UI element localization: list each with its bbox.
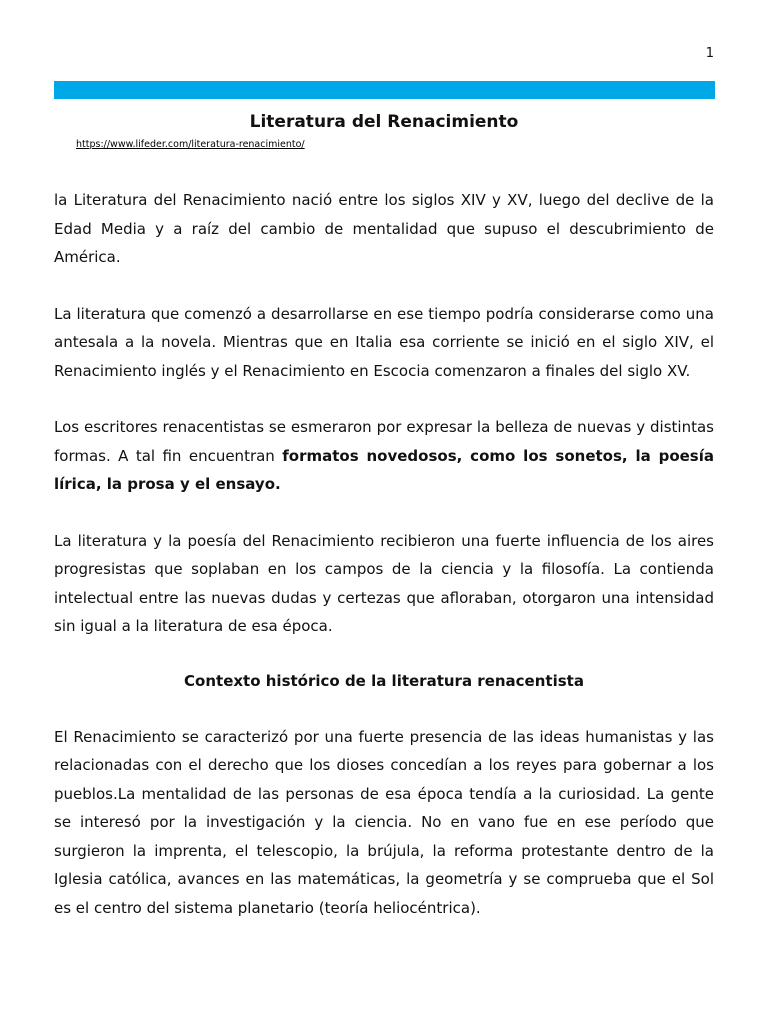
page-number: 1 [705,46,714,61]
paragraph-new-formats [54,413,714,499]
paragraph-new-formats-bold: formatos novedosos, como los sonetos, la poesía lírica, la prosa y el ensayo. [54,446,714,493]
paragraph-historical-context: El Renacimiento se caracterizó por una fuerte presencia de las ideas humanistas y las relacionadas con el derecho que los dioses concedían a los reyes para gobernar a los pueblos.La mentalidad de las personas de esa época tendía a la curiosidad. La gente se interesó por la investigación y la ciencia. No en vano fue en ese período que surgieron la imprenta, el telescopio, la brújula, la reforma protestante dentro de la Iglesia católica, avances en las matemáticas, la geometría y se comprueba que el Sol es el centro del sistema planetario (teoría heliocéntrica). [54,727,714,917]
section-heading: Contexto histórico de la literatura renacentista [184,671,584,690]
document-body [54,108,714,922]
source-link[interactable]: https://www.lifeder.com/literatura-renacimiento/ [76,139,305,150]
paragraph-intro: la Literatura del Renacimiento nació entre los siglos XIV y XV, luego del declive de la Edad Media y a raíz del cambio de mentalidad que supuso el descubrimiento de América. [54,191,714,266]
paragraph-novel-antesala: La literatura que comenzó a desarrollarse en ese tiempo podría considerarse como una antesala a la novela. Mientras que en Italia esa corriente se inició en el siglo XIV, el Renacimiento inglés y el Renacimiento en Escocia comenzaron a finales del siglo XV. [54,304,714,380]
paragraph-new-formats-text: Los escritores renacentistas se esmeraron por expresar la belleza de nuevas y distintas formas. A tal fin encuentran [54,418,714,465]
document-title: Literatura del Renacimiento [249,112,519,132]
paragraph-influence: La literatura y la poesía del Renacimiento recibieron una fuerte influencia de los aires progresistas que soplaban en los campos de la ciencia y la filosofía. La contienda intelectual entre las nuevas dudas y certezas que afloraban, otorgaron una intensidad sin igual a la literatura de esa época. [54,531,714,635]
header-accent-bar [54,81,715,99]
